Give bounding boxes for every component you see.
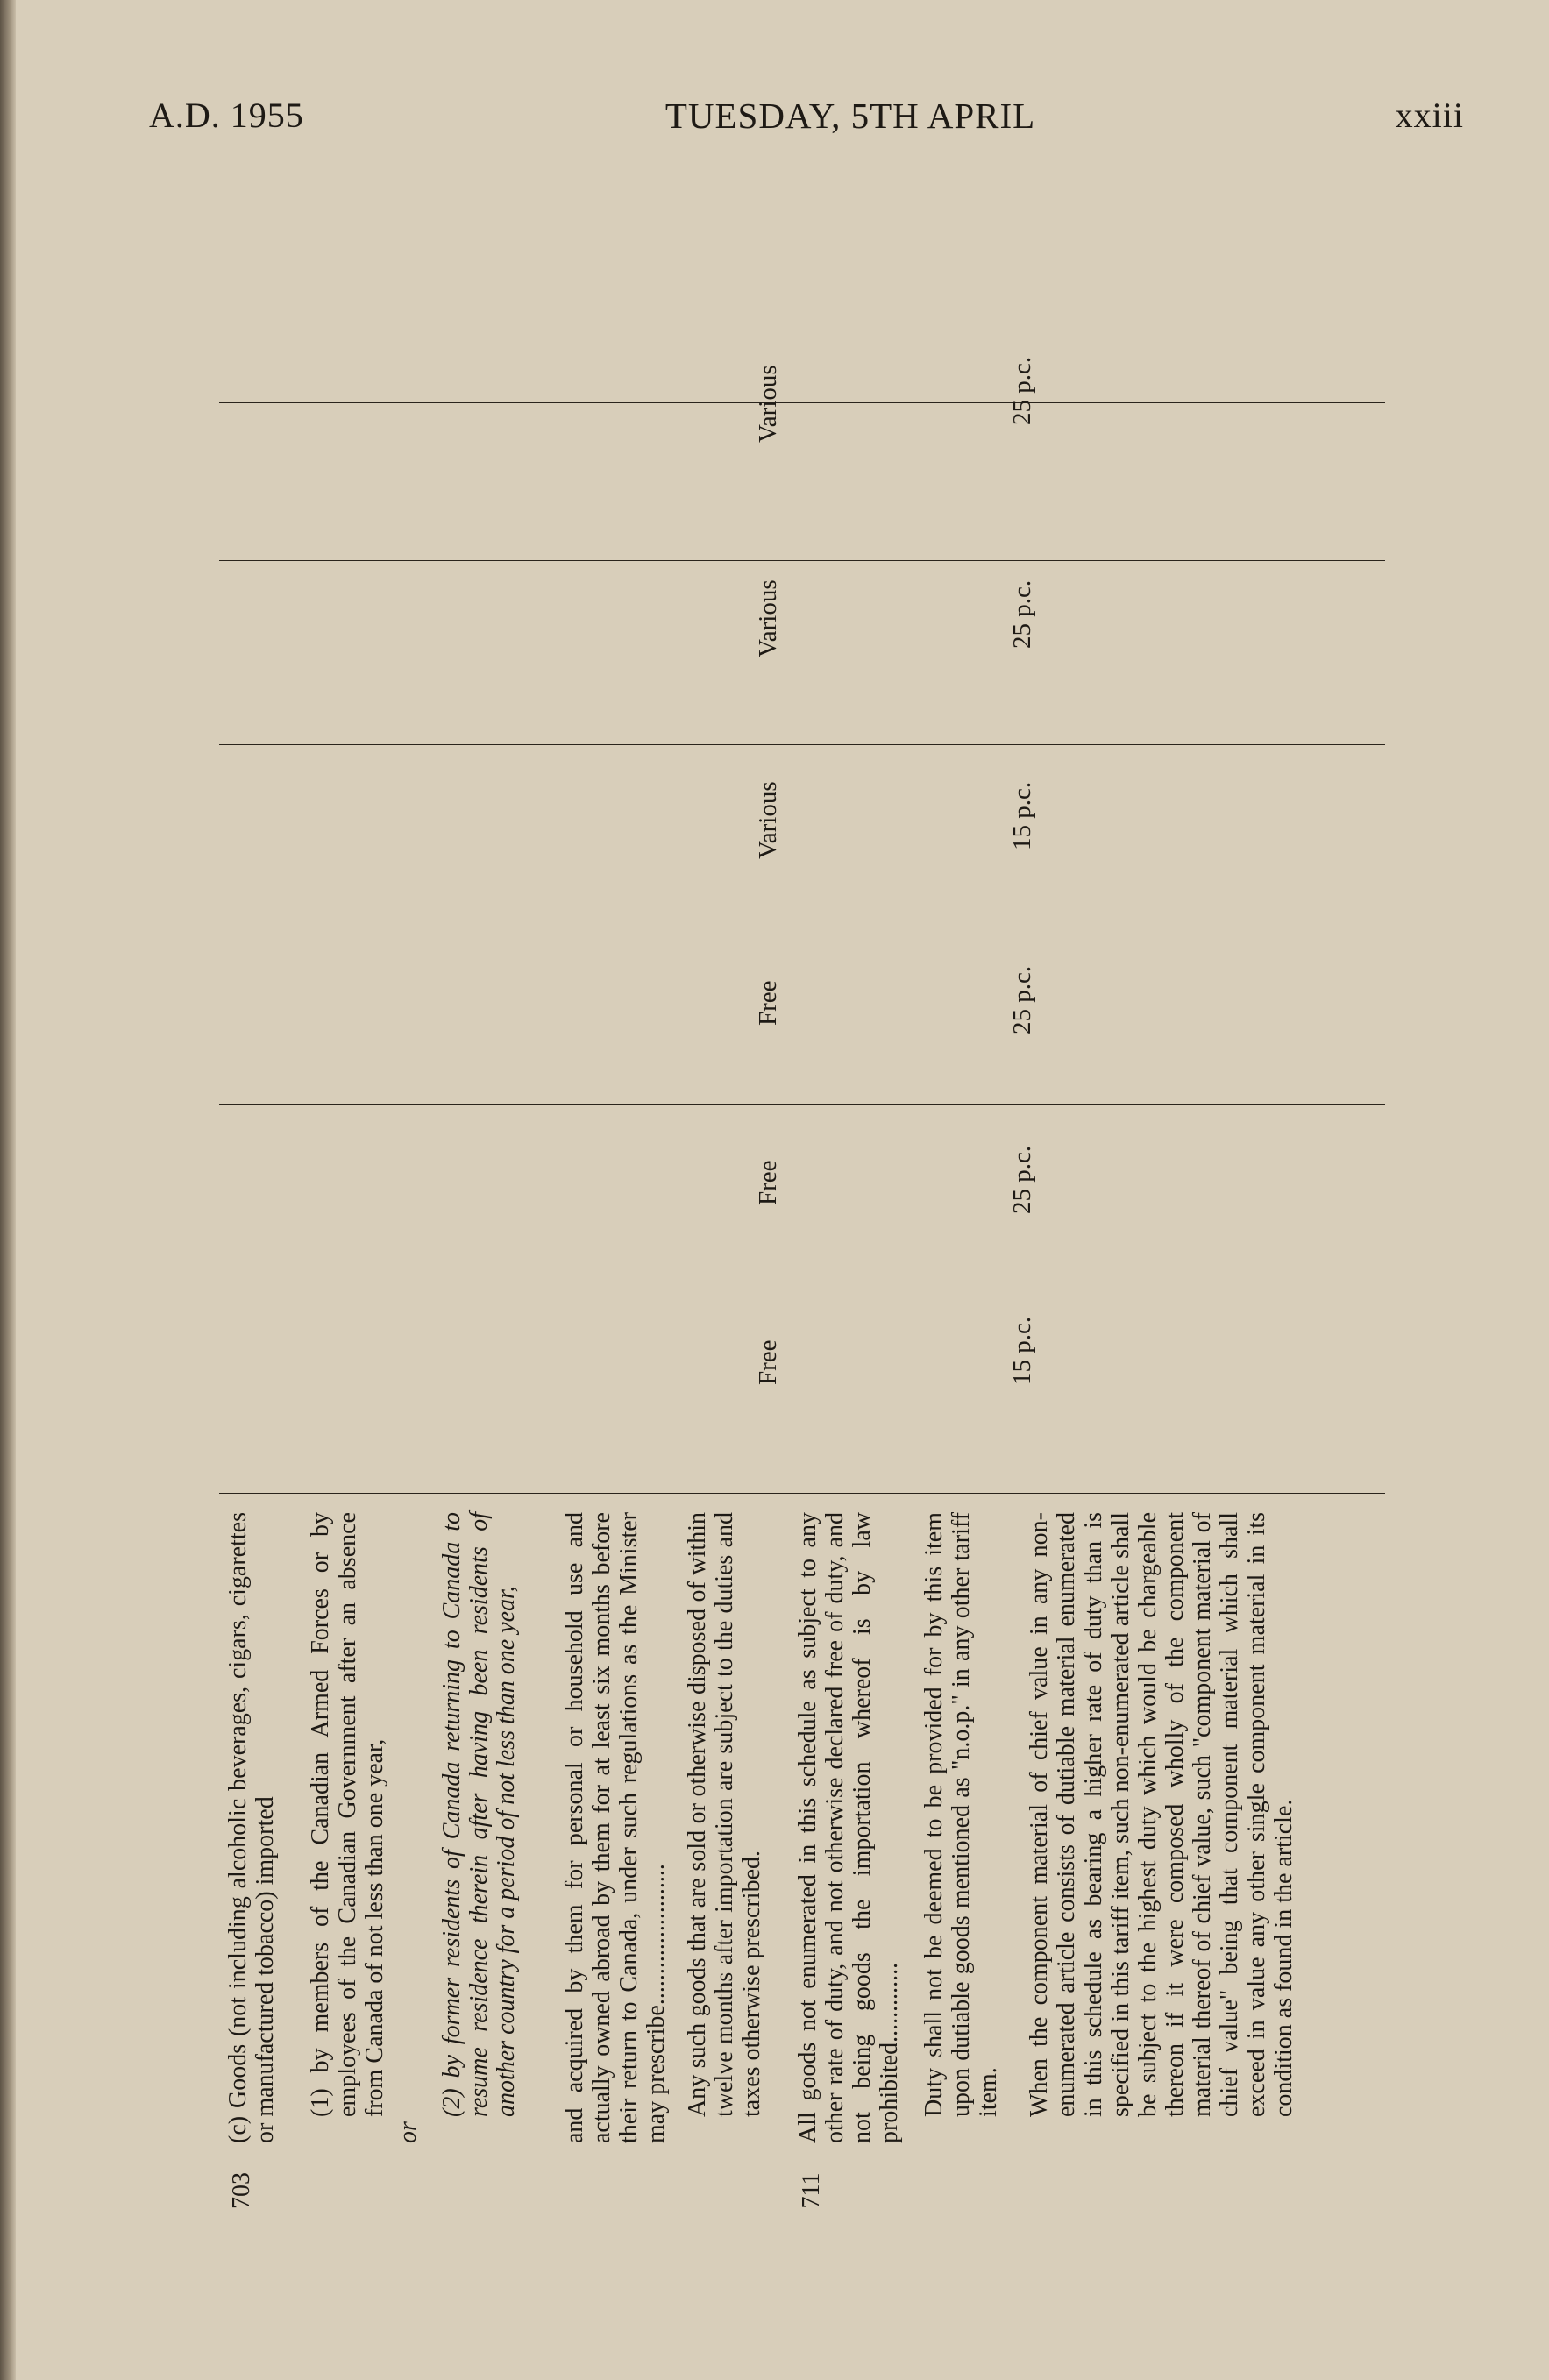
rate-703-col2: Free	[754, 1160, 782, 1205]
rate-703-col3: Free	[754, 980, 782, 1026]
tariff-item-number: 711	[798, 2172, 825, 2209]
item-711-note-2: When the component material of chief value in any non-enumerated article consists of dutiable material enumerated in this schedule as bearing a higher rate of duty than is specified in this tariff item, such non-enumerated article shall be subject to the highest duty which would be chargeable thereon if it were composed wholly of the component material thereof of chief value, such "component material of chief value" being that component material which shall exceed in value any other single component material in its condition as found in the article.	[1026, 1512, 1297, 2117]
column-rule	[219, 560, 1385, 561]
item-703-clause-1: (1) by members of the Canadian Armed Forces or by employees of the Canadian Government after an absence from Canada of not less than one year,	[307, 1512, 388, 2117]
rate-711-col2: 25 p.c.	[1008, 1145, 1036, 1214]
rate-711-col5: 25 p.c.	[1008, 579, 1036, 649]
item-703-or: or	[394, 2121, 422, 2143]
description-column	[219, 1493, 1385, 2209]
rate-703-col4: Various	[754, 781, 782, 859]
running-head-date: TUESDAY, 5TH APRIL	[664, 96, 1036, 136]
column-double-rule	[219, 742, 1385, 745]
page-number: xxiii	[1395, 96, 1464, 135]
rate-703-col5: Various	[754, 579, 782, 657]
item-711-heading: All goods not enumerated in this schedule as subject to any other rate of duty, and not otherwise declared free of duty, and not being goods the importation whereof is by law prohibited.............	[794, 1512, 903, 2143]
column-rule	[219, 1104, 1385, 1105]
tariff-item-number: 703	[228, 2172, 255, 2209]
item-711-note-1: Duty shall not be deemed to be provided for by this item upon dutiable goods mentioned as "n.o.p." in any other tariff item.	[920, 1512, 1002, 2117]
rate-711-col1: 15 p.c.	[1008, 1316, 1036, 1385]
tariff-table	[219, 140, 1385, 2209]
rate-711-col4: 15 p.c.	[1008, 781, 1036, 850]
rate-703-col6: Various	[754, 365, 782, 443]
rate-703-col1: Free	[754, 1339, 782, 1385]
rate-711-col3: 25 p.c.	[1008, 965, 1036, 1034]
item-703-clause-2: (2) by former residents of Canada returning to Canada to resume residence therein after having been residents of another country for a period of not less than one year,	[438, 1512, 520, 2117]
column-rule	[219, 402, 1385, 403]
item-703-heading: (c) Goods (not including alcoholic beverages, cigars, cigarettes or manufactured tobacco) imported	[224, 1512, 279, 2143]
page-binding-edge	[0, 0, 16, 2380]
running-head	[149, 95, 1464, 139]
running-head-year: A.D. 1955	[149, 96, 304, 135]
rate-711-col6: 25 p.c.	[1008, 356, 1036, 425]
item-703-condition: and acquired by them for personal or household use and actually owned abroad by them for at least six months before their return to Canada, under such regulations as the Minister may prescribe.......................	[561, 1512, 670, 2143]
item-703-note: Any such goods that are sold or otherwise disposed of within twelve months after importation are subject to the duties and taxes otherwise prescribed.	[684, 1512, 765, 2117]
